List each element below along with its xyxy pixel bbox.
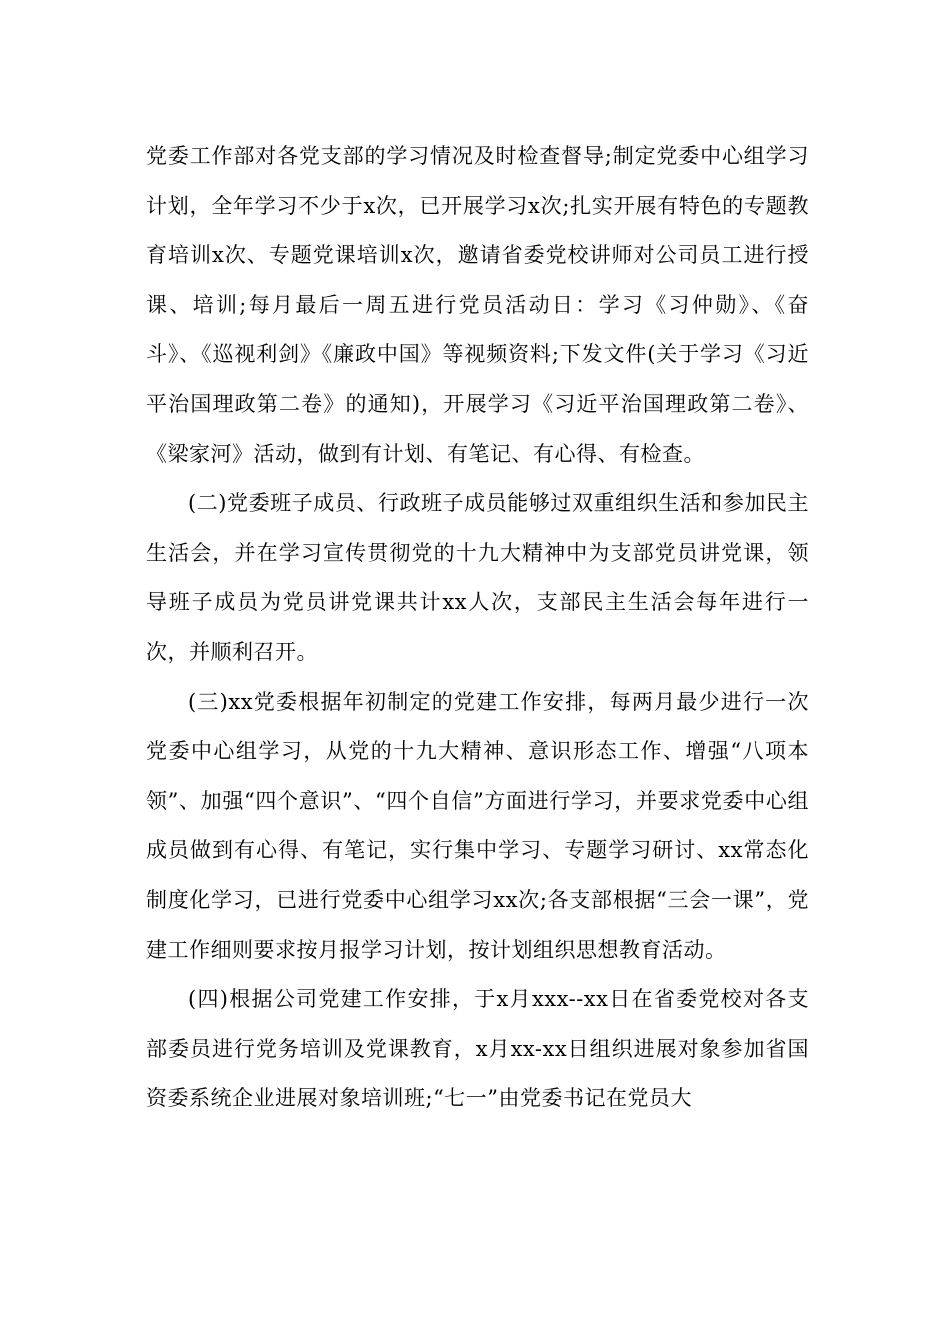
paragraph-section-4: (四)根据公司党建工作安排，于x月xxx--xx日在省委党校对各支部委员进行党务培训及党课教育，x月xx-xx日组织进展对象参加省国资委系统企业进展对象培训班;“七一”由党委书记在党员大 (146, 987, 809, 1111)
paragraph-continued: 党委工作部对各党支部的学习情况及时检查督导;制定党委中心组学习计划，全年学习不少于x次，已开展学习x次;扎实开展有特色的专题教育培训x次、专题党课培训x次，邀请省委党校讲师对公司员工进行授课、培训;每月最后一周五进行党员活动日：学习《习仲勋》、《奋斗》、《巡视利剑》《廉政中国》等视频资料;下发文件(关于学习《习近平治国理政第二卷》的通知)，开展学习《习近平治国理政第二卷》、《梁家河》活动，做到有计划、有笔记、有心得、有检查。 (146, 144, 809, 466)
paragraph-section-2: (二)党委班子成员、行政班子成员能够过双重组织生活和参加民主生活会，并在学习宣传贯彻党的十九大精神中为支部党员讲党课，领导班子成员为党员讲党课共计xx人次，支部民主生活会每年进行一次，并顺利召开。 (146, 491, 809, 664)
document-body (146, 132, 809, 1124)
paragraph-section-3: (三)xx党委根据年初制定的党建工作安排，每两月最少进行一次党委中心组学习，从党的十九大精神、意识形态工作、增强“八项本领”、加强“四个意识”、“四个自信”方面进行学习，并要求党委中心组成员做到有心得、有笔记，实行集中学习、专题学习研讨、xx常态化制度化学习，已进行党委中心组学习xx次;各支部根据“三会一课”，党建工作细则要求按月报学习计划，按计划组织思想教育活动。 (146, 689, 809, 962)
